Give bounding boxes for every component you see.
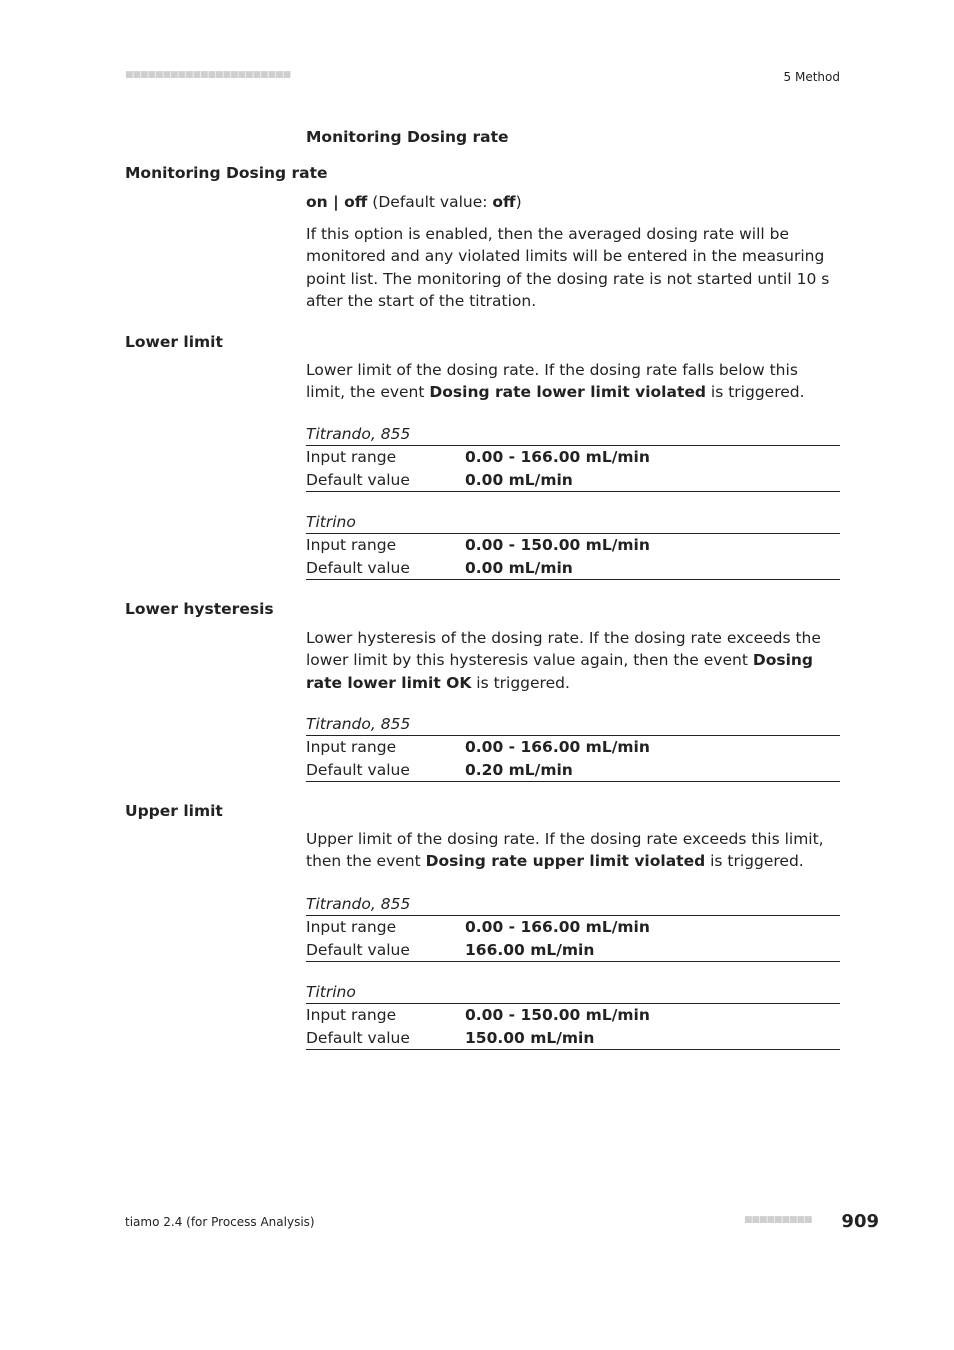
upper-limit-description [306,828,840,873]
row-label: Default value [306,558,410,577]
default-prefix: (Default value: [367,193,493,211]
section-title-lower-limit: Lower limit [125,333,223,351]
footer-product: tiamo 2.4 (for Process Analysis) [125,1215,315,1229]
row-value: 0.00 - 166.00 mL/min [465,918,650,936]
desc-text: is triggered. [705,383,805,402]
spec-table [306,893,840,962]
row-label: Input range [306,918,397,936]
option-off: off [344,193,368,211]
table-row [306,469,840,493]
lower-hysteresis-description [306,627,840,694]
spec-table [306,423,840,492]
page-number: 909 [841,1211,879,1232]
event-name: Dosing rate lower limit OK [306,651,814,692]
desc-text: is triggered. [705,852,804,871]
spec-table [306,511,840,580]
row-label: Input range [306,738,397,756]
row-label: Default value [306,1028,410,1047]
row-label: Input range [306,448,397,466]
event-name: Dosing rate upper limit violated [425,852,706,871]
table-row [306,1004,840,1027]
table-row [306,1027,840,1051]
table-caption: Titrando, 855 [306,893,840,916]
row-label: Default value [306,760,410,779]
chapter-label: 5 Method [783,70,840,84]
row-label: Input range [306,1006,397,1024]
table-row [306,916,840,939]
table-caption: Titrando, 855 [306,713,840,736]
header-decoration: ■■■■■■■■■■■■■■■■■■■■■■ [125,70,291,80]
table-row [306,534,840,557]
row-value: 0.00 - 166.00 mL/min [465,738,650,756]
desc-text: Lower hysteresis of the dosing rate. If the dosing rate exceeds the lower limit by this hysteresis value again, then the event [306,629,821,670]
row-label: Input range [306,536,397,554]
row-value: 0.00 - 150.00 mL/min [465,536,650,554]
page-heading: Monitoring Dosing rate [306,128,509,146]
desc-text: Upper limit of the dosing rate. If the dosing rate exceeds this limit, then the event [306,830,824,871]
table-row [306,939,840,963]
default-value: off [492,193,516,211]
table-caption: Titrino [306,981,840,1004]
row-value: 0.00 - 166.00 mL/min [465,448,650,466]
spec-table [306,713,840,782]
lower-limit-description [306,359,840,404]
default-suffix: ) [515,193,522,211]
footer-decoration: ■■■■■■■■■ [744,1215,812,1225]
desc-text: Lower limit of the dosing rate. If the dosing rate falls below this limit, the event [306,361,798,402]
table-caption: Titrino [306,511,840,534]
row-value: 150.00 mL/min [465,1028,595,1047]
monitoring-description: If this option is enabled, then the averaged dosing rate will be monitored and any violated limits will be entered in the measuring point list. The monitoring of the dosing rate is not started until 10 s after the start of the titration. [306,225,830,310]
row-value: 166.00 mL/min [465,940,595,959]
desc-text: is triggered. [471,673,570,692]
spec-table [306,981,840,1050]
row-label: Default value [306,470,410,489]
table-row [306,736,840,759]
option-on: on [306,193,328,211]
section-title-lower-hysteresis: Lower hysteresis [125,600,274,618]
table-row [306,446,840,469]
row-value: 0.00 - 150.00 mL/min [465,1006,650,1024]
option-separator: | [327,193,345,211]
table-row [306,759,840,783]
row-value: 0.00 mL/min [465,558,573,577]
section-title-monitoring: Monitoring Dosing rate [125,164,328,182]
table-row [306,557,840,581]
row-value: 0.00 mL/min [465,470,573,489]
row-label: Default value [306,940,410,959]
monitoring-options [306,191,522,213]
section-title-upper-limit: Upper limit [125,802,223,820]
row-value: 0.20 mL/min [465,760,573,779]
event-name: Dosing rate lower limit violated [429,383,706,402]
table-caption: Titrando, 855 [306,423,840,446]
